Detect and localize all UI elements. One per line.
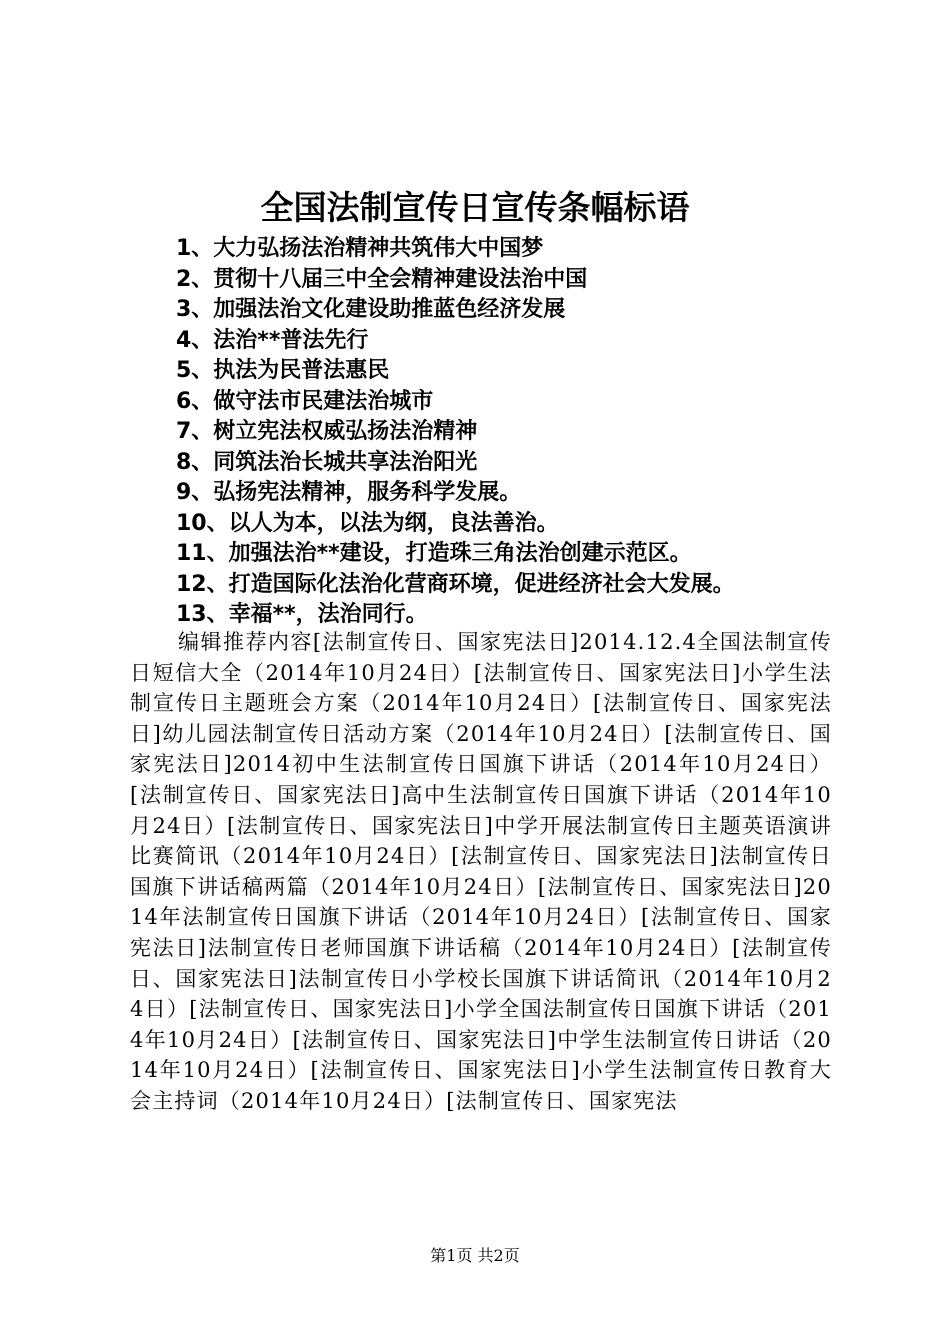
slogan-item: 9、弘扬宪法精神，服务科学发展。 (176, 480, 522, 505)
page-footer: 第1页 共2页 (430, 1246, 520, 1265)
slogan-list (176, 234, 876, 631)
slogan-item: 5、执法为民普法惠民 (176, 358, 390, 383)
slogan-item: 11、加强法治**建设，打造珠三角法治创建示范区。 (176, 541, 692, 566)
slogan-item: 12、打造国际化法治化营商环境，促进经济社会大发展。 (176, 571, 735, 597)
slogan-item: 8、同筑法治长城共享法治阳光 (176, 449, 478, 475)
slogan-item: 6、做守法市民建法治城市 (176, 388, 434, 414)
slogan-item: 2、贯彻十八届三中全会精神建设法治中国 (176, 266, 588, 292)
slogan-item: 4、法治**普法先行 (176, 327, 369, 353)
slogan-item: 3、加强法治文化建设助推蓝色经济发展 (176, 297, 566, 322)
slogan-item: 13、幸福**，法治同行。 (176, 602, 428, 627)
document-title: 全国法制宣传日宣传条幅标语 (260, 188, 690, 227)
slogan-item: 1、大力弘扬法治精神共筑伟大中国梦 (176, 236, 544, 261)
recommended-content-paragraph: 编辑推荐内容[法制宣传日、国家宪法日]2014.12.4全国法制宣传日短信大全（2014年10月24日）[法制宣传日、国家宪法日]小学生法制宣传日主题班会方案（2014年10月24日）[法制宣传日、国家宪法日]幼儿园法制宣传日活动方案（2014年10月24日）[法制宣传日、国家宪法日]2014初中生法制宣传日国旗下讲话（2014年10月24日）[法制宣传日、国家宪法日]高中生法制宣传日国旗下讲话（2014年10月24日）[法制宣传日、国家宪法日]中学开展法制宣传日主题英语演讲比赛简讯（2014年10月24日）[法制宣传日、国家宪法日]法制宣传日国旗下讲话稿两篇（2014年10月24日）[法制宣传日、国家宪法日]2014年法制宣传日国旗下讲话（2014年10月24日）[法制宣传日、国家宪法日]法制宣传日老师国旗下讲话稿（2014年10月24日）[法制宣传日、国家宪法日]法制宣传日小学校长国旗下讲话简讯（2014年10月24日）[法制宣传日、国家宪法日]小学全国法制宣传日国旗下讲话（2014年10月24日）[法制宣传日、国家宪法日]中学生法制宣传日讲话（2014年10月24日）[法制宣传日、国家宪法日]小学生法制宣传日教育大会主持词（2014年10月24日）[法制宣传日、国家宪法 (130, 630, 832, 1113)
slogan-item: 7、树立宪法权威弘扬法治精神 (176, 419, 478, 444)
slogan-item: 10、以人为本，以法为纲，良法善治。 (176, 510, 559, 536)
